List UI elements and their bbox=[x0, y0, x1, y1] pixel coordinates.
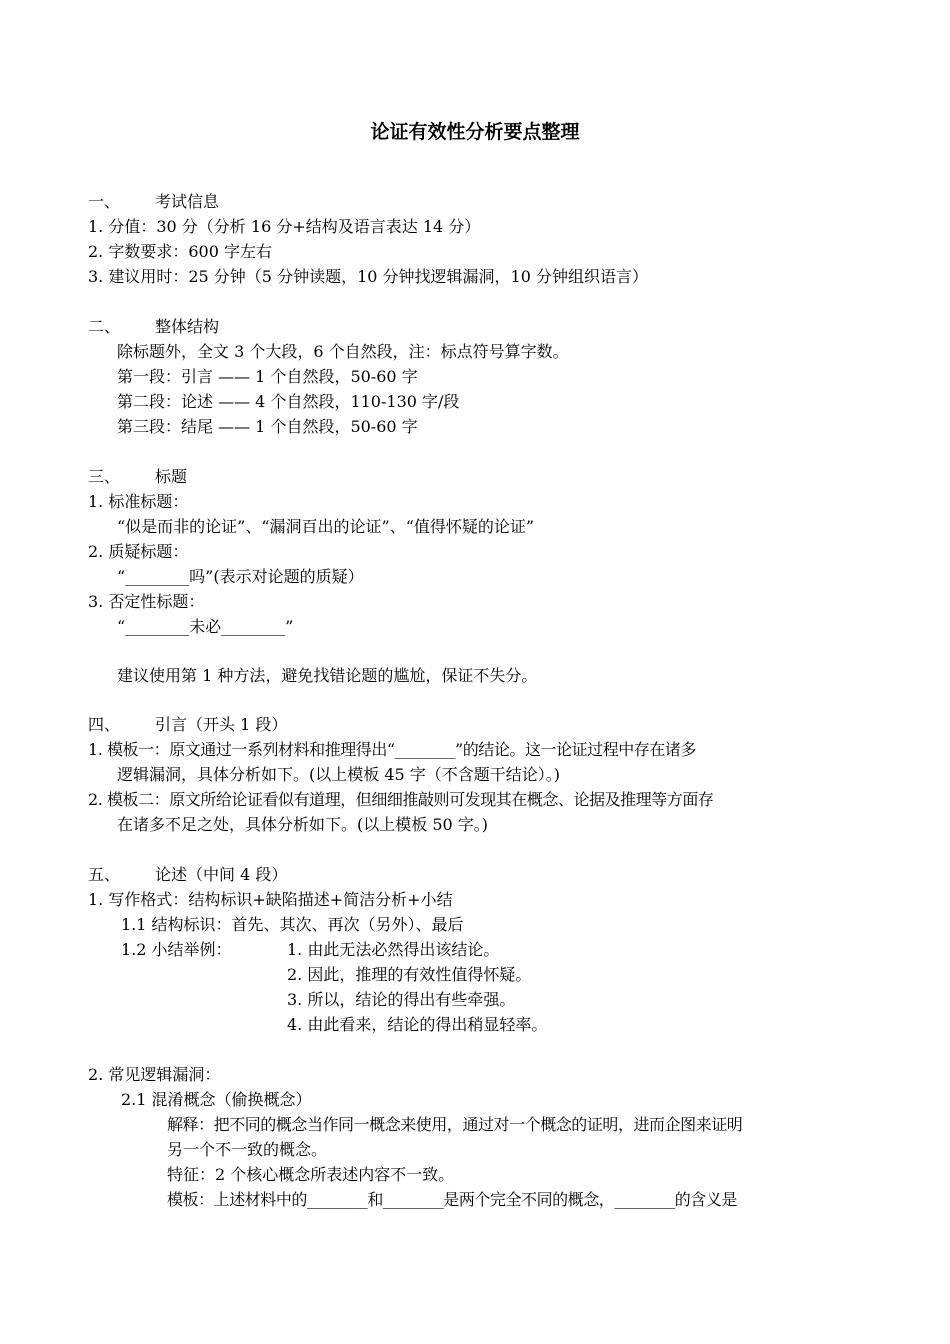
section-3-heading: 标题 bbox=[155, 467, 188, 486]
section-1-item: 1. 分值：30 分（分析 16 分+结构及语言表达 14 分） bbox=[88, 217, 481, 236]
summary-example: 2. 因此，推理的有效性值得怀疑。 bbox=[287, 965, 532, 984]
explanation-line: 解释：把不同的概念当作同一概念来使用，通过对一个概念的证明，进而企图来证明 bbox=[167, 1115, 743, 1134]
section-2-heading: 整体结构 bbox=[155, 317, 220, 336]
section-5-item: 1. 写作格式：结构标识+缺陷描述+简洁分析+小结 bbox=[88, 890, 453, 909]
section-5-heading: 论述（中间 4 段） bbox=[155, 865, 288, 884]
section-5-subitem: 1.2 小结举例： bbox=[121, 940, 232, 959]
summary-example: 1. 由此无法必然得出该结论。 bbox=[287, 940, 500, 959]
summary-example: 4. 由此看来，结论的得出稍显轻率。 bbox=[287, 1015, 548, 1034]
summary-example: 3. 所以，结论的得出有些牵强。 bbox=[287, 990, 516, 1009]
section-3-item-text: “________吗”(表示对论题的质疑） bbox=[117, 567, 364, 586]
section-1-number: 一、 bbox=[88, 192, 121, 211]
section-4-heading: 引言（开头 1 段） bbox=[155, 715, 288, 734]
section-1-item: 2. 字数要求：600 字左右 bbox=[88, 242, 272, 261]
section-5-subitem: 2.1 混淆概念（偷换概念） bbox=[121, 1090, 312, 1109]
section-5-subitem: 1.1 结构标识：首先、其次、再次（另外）、最后 bbox=[121, 915, 464, 934]
section-3-item: 2. 质疑标题： bbox=[88, 542, 189, 561]
section-1-heading: 考试信息 bbox=[155, 192, 220, 211]
section-2-line: 第三段：结尾 —— 1 个自然段，50-60 字 bbox=[117, 417, 418, 436]
template-line: 模板：上述材料中的________和________是两个完全不同的概念，________的含义是 bbox=[167, 1190, 737, 1209]
section-3-item-text: “________未必________” bbox=[117, 617, 294, 636]
section-3-item: 3. 否定性标题： bbox=[88, 592, 205, 611]
section-1-item: 3. 建议用时：25 分钟（5 分钟读题，10 分钟找逻辑漏洞，10 分钟组织语言） bbox=[88, 267, 648, 286]
document-title: 论证有效性分析要点整理 bbox=[370, 121, 580, 143]
section-4-template-line: 逻辑漏洞，具体分析如下。(以上模板 45 字（不含题干结论）。) bbox=[117, 765, 561, 784]
section-2-line: 除标题外，全文 3 个大段，6 个自然段，注：标点符号算字数。 bbox=[117, 342, 569, 361]
section-2-line: 第一段：引言 —— 1 个自然段，50-60 字 bbox=[117, 367, 418, 386]
section-4-template-line: 1. 模板一：原文通过一系列材料和推理得出“________”的结论。这一论证过程中存在诸多 bbox=[88, 740, 697, 759]
feature-line: 特征：2 个核心概念所表述内容不一致。 bbox=[167, 1165, 455, 1184]
section-5-item: 2. 常见逻辑漏洞： bbox=[88, 1065, 221, 1084]
section-3-number: 三、 bbox=[88, 467, 121, 486]
section-2-number: 二、 bbox=[88, 317, 121, 336]
section-3-item-text: “似是而非的论证”、“漏洞百出的论证”、“值得怀疑的论证” bbox=[117, 517, 535, 536]
section-4-template-line: 在诸多不足之处，具体分析如下。(以上模板 50 字。) bbox=[117, 815, 489, 834]
section-4-template-line: 2. 模板二：原文所给论证看似有道理，但细细推敲则可发现其在概念、论据及推理等方面存 bbox=[88, 790, 714, 809]
explanation-line: 另一个不一致的概念。 bbox=[167, 1140, 328, 1159]
section-4-number: 四、 bbox=[88, 715, 121, 734]
section-3-note: 建议使用第 1 种方法，避免找错论题的尴尬，保证不失分。 bbox=[117, 666, 538, 685]
section-3-item: 1. 标准标题： bbox=[88, 492, 189, 511]
section-2-line: 第二段：论述 —— 4 个自然段，110-130 字/段 bbox=[117, 392, 460, 411]
section-5-number: 五、 bbox=[88, 865, 121, 884]
